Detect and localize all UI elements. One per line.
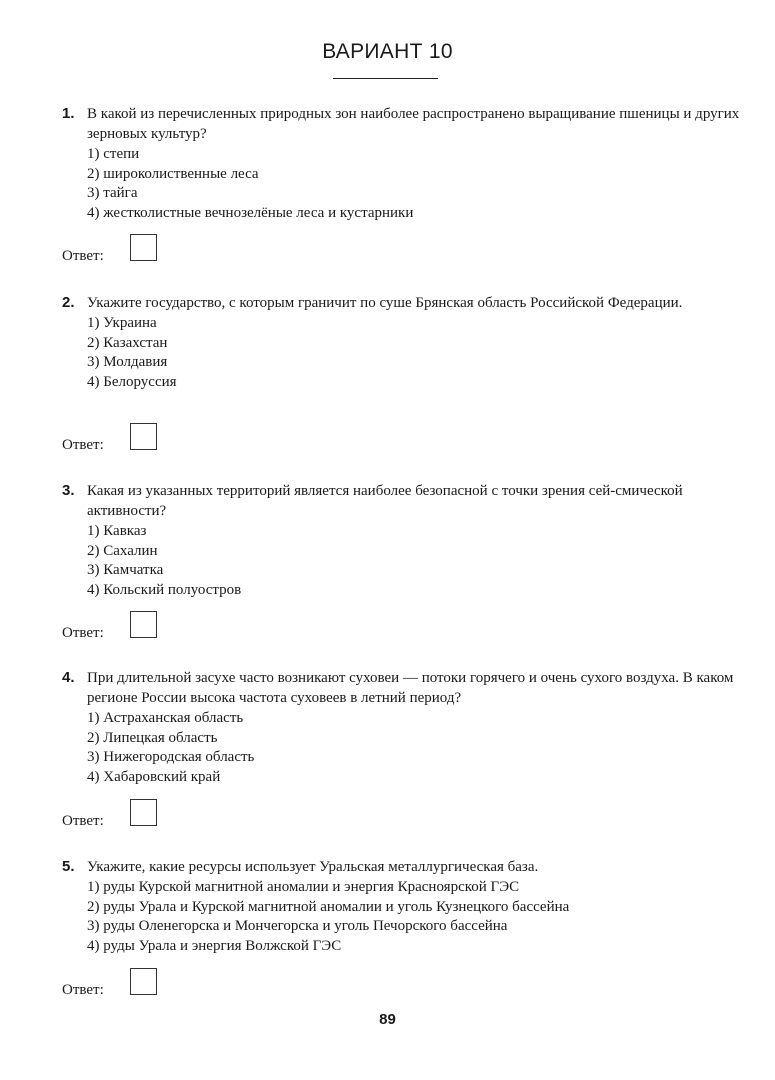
answer-label: Ответ: [62,248,104,264]
question-number: 1. [62,105,75,122]
answer-label: Ответ: [62,982,104,998]
options-list [87,709,742,787]
answer-box[interactable] [130,423,157,450]
option: 4) Хабаровский край [87,768,221,785]
option: 4) Белоруссия [87,373,177,390]
option: 1) Украина [87,315,157,331]
option: 4) руды Урала и энергия Волжской ГЭС [87,937,342,954]
answer-label: Ответ: [62,625,104,641]
question-text: Укажите, какие ресурсы использует Уральская металлургическая база. [87,859,539,875]
question-1 [62,104,742,223]
title-underline [333,78,438,79]
question-text: При длительной засухе часто возникают суховеи — потоки горячего и очень сухого воздуха. В каком регионе России высока частота суховеев в летний период? [87,670,734,706]
options-list [87,878,742,956]
question-text: В какой из перечисленных природных зон наиболее распространено выращивание пшеницы и других зерновых культур? [87,106,740,142]
options-list [87,522,742,600]
option: 4) Кольский полуостров [87,581,242,598]
option: 3) Молдавия [87,354,168,370]
option: 1) руды Курской магнитной аномалии и энергия Красноярской ГЭС [87,879,520,895]
option: 2) Сахалин [87,542,158,559]
question-number: 5. [62,858,75,875]
question-number: 4. [62,669,75,686]
option: 2) Липецкая область [87,729,218,746]
options-list [87,314,742,392]
answer-label: Ответ: [62,813,104,829]
question-5 [62,857,742,956]
option: 1) Астраханская область [87,710,244,726]
question-4 [62,668,742,787]
question-3 [62,481,742,600]
question-2 [62,293,742,392]
answer-box[interactable] [130,968,157,995]
page-number: 89 [379,1011,396,1028]
option: 3) Камчатка [87,562,164,578]
question-text: Укажите государство, с которым граничит по суше Брянская область Российской Федерации. [87,295,683,311]
option: 1) степи [87,146,140,162]
answer-box[interactable] [130,234,157,261]
question-number: 2. [62,294,75,311]
options-list [87,145,742,223]
question-number: 3. [62,482,75,499]
option: 1) Кавказ [87,523,147,539]
option: 2) широколиственные леса [87,165,259,182]
answer-box[interactable] [130,611,157,638]
option: 2) руды Урала и Курской магнитной аномалии и уголь Кузнецкого бассейна [87,898,570,915]
option: 3) Нижегородская область [87,749,255,765]
option: 3) руды Оленегорска и Мончегорска и уголь Печорского бассейна [87,918,508,934]
variant-title: ВАРИАНТ 10 [322,40,453,63]
answer-label: Ответ: [62,437,104,453]
question-text: Какая из указанных территорий является наиболее безопасной с точки зрения сей-смической активности? [87,483,683,519]
option: 2) Казахстан [87,334,168,351]
option: 3) тайга [87,185,138,201]
option: 4) жестколистные вечнозелёные леса и кустарники [87,204,414,221]
answer-box[interactable] [130,799,157,826]
